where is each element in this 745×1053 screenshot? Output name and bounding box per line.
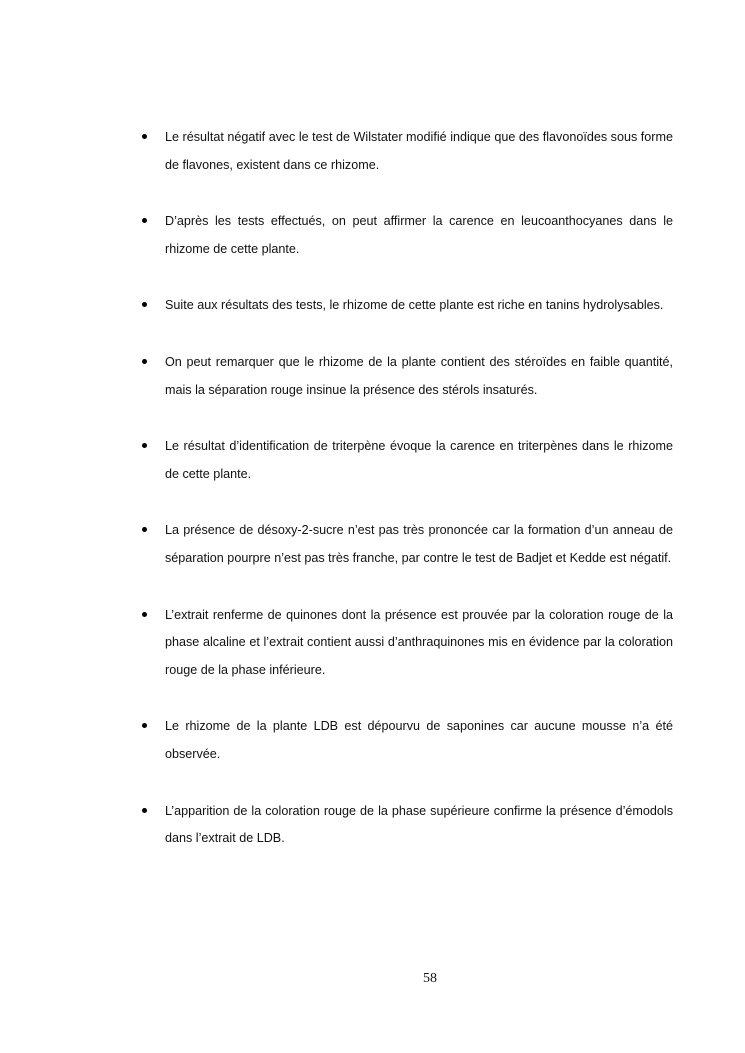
list-item [140, 292, 673, 320]
bullet-text: Le résultat d’identification de triterpène évoque la carence en triterpènes dans le rhizome de cette plante. [165, 439, 673, 481]
bullet-text: L’apparition de la coloration rouge de la phase supérieure confirme la présence d’émodols dans l’extrait de LDB. [165, 803, 673, 846]
bullet-text: D’après les tests effectués, on peut affirmer la carence en leucoanthocyanes dans le rhizome de cette plante. [165, 214, 673, 256]
bullet-dot-icon [142, 527, 147, 532]
list-item [140, 517, 673, 572]
page-number: 58 [423, 971, 437, 986]
list-item [140, 208, 673, 263]
bullet-dot-icon [142, 302, 147, 307]
list-item [140, 349, 673, 404]
list-item [140, 713, 673, 768]
bullet-text: Suite aux résultats des tests, le rhizome de cette plante est riche en tanins hydrolysables. [165, 298, 664, 313]
bullet-dot-icon [142, 134, 147, 139]
bullet-text: Le rhizome de la plante LDB est dépourvu de saponines car aucune mousse n’a été observée. [165, 719, 673, 761]
bullet-dot-icon [142, 359, 147, 364]
list-item [140, 798, 673, 853]
bullet-text: On peut remarquer que le rhizome de la plante contient des stéroïdes en faible quantité, mais la séparation rouge insinue la présence des stérols insaturés. [165, 354, 673, 397]
bullet-text: L’extrait renferme de quinones dont la présence est prouvée par la coloration rouge de la phase alcaline et l’extrait contient aussi d’anthraquinones mis en évidence par la coloration rouge de la phase inférieure. [165, 607, 673, 677]
bullet-dot-icon [142, 612, 147, 617]
findings-bullet-list [140, 124, 673, 882]
bullet-dot-icon [142, 723, 147, 728]
list-item [140, 124, 673, 179]
bullet-dot-icon [142, 443, 147, 448]
list-item [140, 433, 673, 488]
list-item [140, 602, 673, 685]
bullet-dot-icon [142, 808, 147, 813]
bullet-text: Le résultat négatif avec le test de Wilstater modifié indique que des flavonoïdes sous forme de flavones, existent dans ce rhizome. [165, 130, 673, 172]
bullet-dot-icon [142, 218, 147, 223]
bullet-text: La présence de désoxy-2-sucre n’est pas très prononcée car la formation d’un anneau de séparation pourpre n’est pas très franche, par contre le test de Badjet et Kedde est négatif. [165, 523, 673, 565]
